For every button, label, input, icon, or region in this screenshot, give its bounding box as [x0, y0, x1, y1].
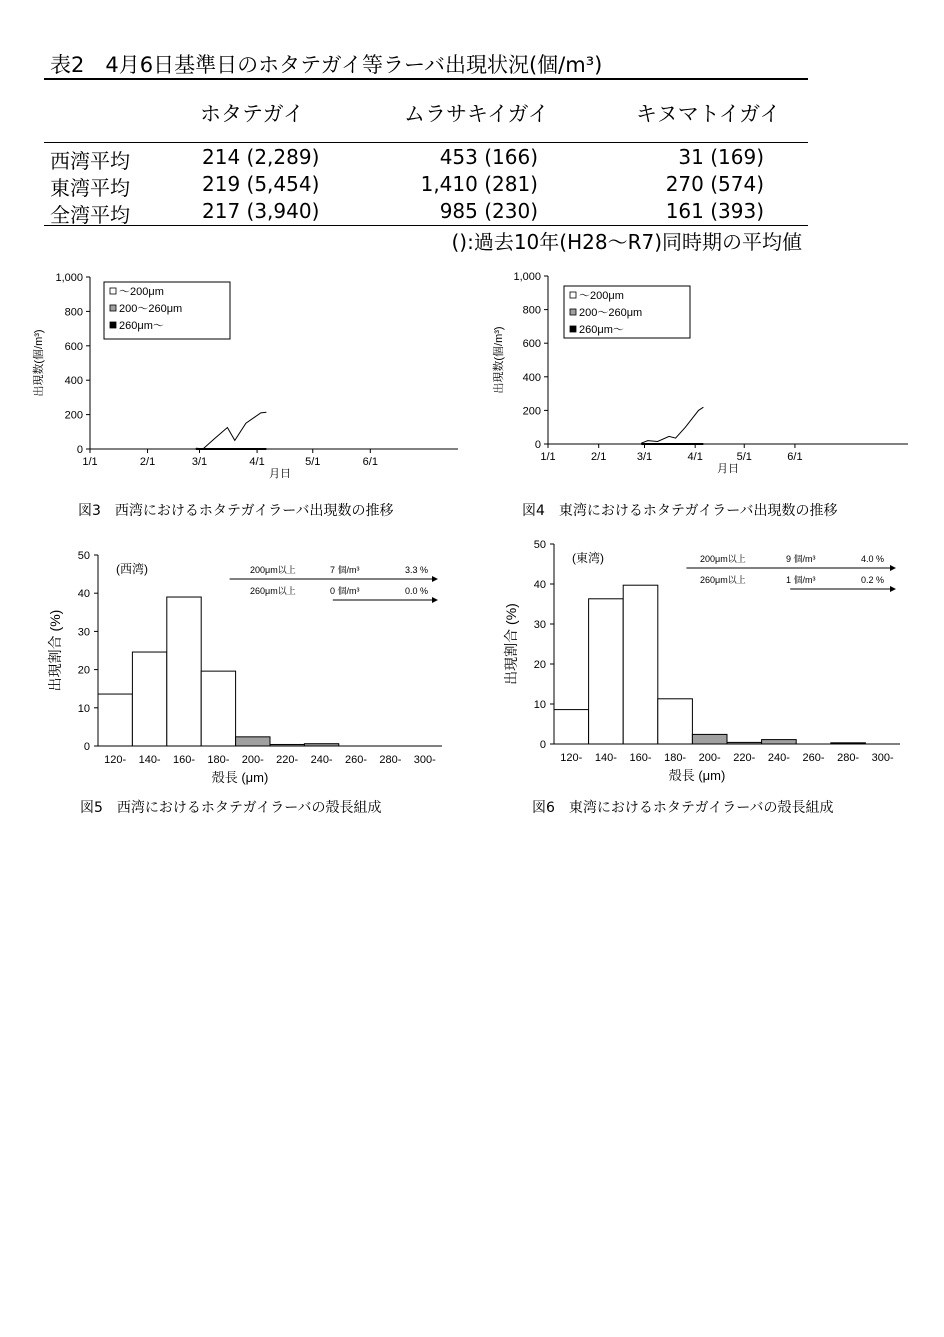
y-tick-label: 200 — [64, 409, 83, 422]
bar-220 — [270, 744, 304, 746]
row-label: 西湾平均 — [50, 149, 130, 173]
y-tick-label: 400 — [64, 375, 83, 388]
x-tick-label: 4/1 — [687, 451, 703, 463]
x-tick-label: 180- — [664, 752, 687, 764]
annotation-label: 260μm以上 — [700, 575, 746, 585]
annotation-label: 200μm以上 — [250, 565, 296, 575]
y-tick-label: 20 — [533, 659, 546, 671]
bar-240 — [762, 740, 797, 744]
row-label: 全湾平均 — [50, 203, 130, 227]
y-tick-label: 40 — [533, 579, 546, 591]
y-tick-label: 800 — [64, 306, 83, 319]
y-tick-label: 10 — [533, 699, 546, 711]
annotation-count: 1 個/m³ — [786, 575, 816, 585]
x-tick-label: 6/1 — [362, 456, 378, 468]
table-row-all — [44, 199, 808, 226]
y-tick-label: 600 — [64, 340, 83, 353]
cell-hotategai: 219 (5,454) — [202, 172, 320, 196]
x-tick-label: 3/1 — [191, 456, 208, 468]
x-tick-label: 140- — [594, 752, 617, 764]
col-header-kinumatoigai: キヌマトイガイ — [636, 102, 781, 126]
bar-200 — [692, 734, 727, 744]
legend-label: 200〜260μm — [119, 303, 183, 315]
y-tick-label: 50 — [533, 539, 546, 551]
x-tick-label: 2/1 — [139, 456, 156, 468]
annotation-label: 200μm以上 — [700, 554, 746, 564]
region-label: (東湾) — [572, 551, 604, 565]
x-tick-label: 1/1 — [82, 456, 98, 468]
x-tick-label: 200- — [698, 752, 721, 764]
y-tick-label: 400 — [522, 371, 541, 384]
y-tick-label: 40 — [77, 588, 90, 601]
series-line-1 — [196, 412, 267, 449]
bar-120 — [98, 694, 132, 746]
annotation-arrow-head — [890, 586, 896, 592]
x-tick-label: 280- — [379, 754, 402, 766]
cell-kinumatoigai: 31 (169) — [678, 145, 764, 169]
y-tick-label: 10 — [77, 702, 90, 715]
legend-swatch — [570, 292, 576, 298]
x-axis-label: 殻長 (μm) — [668, 768, 726, 783]
legend-label: 〜200μm — [119, 286, 164, 298]
region-label: (西湾) — [116, 562, 148, 576]
fig5-svg — [44, 545, 454, 790]
y-tick-label: 30 — [533, 619, 546, 631]
x-axis-label: 月日 — [717, 463, 739, 475]
bar-120 — [554, 710, 589, 744]
x-tick-label: 260- — [802, 752, 825, 764]
fig4-svg — [490, 262, 920, 482]
x-tick-label: 4/1 — [249, 456, 265, 468]
table-note: ():過去10年(H28〜R7)同時期の平均値 — [451, 230, 802, 254]
x-tick-label: 160- — [629, 752, 652, 764]
legend-label: 〜200μm — [579, 290, 624, 302]
bar-140 — [589, 599, 624, 744]
x-tick-label: 280- — [837, 752, 860, 764]
x-tick-label: 240- — [310, 754, 333, 766]
y-tick-label: 200 — [522, 405, 541, 418]
legend-swatch — [110, 288, 116, 294]
bar-200 — [236, 737, 270, 746]
table-row-east — [44, 172, 808, 199]
cell-hotategai: 214 (2,289) — [202, 145, 320, 169]
bar-140 — [132, 652, 166, 746]
x-tick-label: 260- — [344, 754, 368, 766]
legend-label: 260μm〜 — [579, 324, 624, 336]
table-title: 表2 4月6日基準日のホタテガイ等ラーバ出現状況(個/m³) — [44, 52, 808, 80]
bar-240 — [304, 744, 338, 746]
annotation-count: 7 個/m³ — [330, 565, 360, 575]
y-tick-label: 1,000 — [55, 272, 83, 284]
bar-160 — [623, 585, 658, 744]
cell-kinumatoigai: 161 (393) — [665, 199, 764, 223]
y-axis-label: 出現数(個/m³) — [33, 329, 45, 397]
y-axis-label: 出現数(個/m³) — [493, 326, 505, 394]
table-2 — [44, 52, 808, 254]
x-tick-label: 120- — [560, 752, 583, 764]
annotation-label: 260μm以上 — [250, 586, 296, 596]
bar-160 — [167, 597, 201, 746]
x-tick-label: 2/1 — [591, 451, 607, 463]
x-tick-label: 200- — [241, 754, 264, 766]
x-tick-label: 300- — [871, 752, 894, 764]
y-tick-label: 0 — [76, 444, 83, 456]
x-tick-label: 3/1 — [636, 451, 653, 463]
y-tick-label: 20 — [77, 664, 90, 677]
x-tick-label: 220- — [733, 752, 756, 764]
cell-murasakiigai: 453 (166) — [439, 145, 538, 169]
x-tick-label: 240- — [767, 752, 790, 764]
bar-280 — [831, 743, 866, 744]
fig5-chart — [44, 545, 454, 790]
annotation-arrow-head — [432, 597, 438, 603]
col-header-murasakiigai: ムラサキイガイ — [404, 102, 549, 126]
y-axis-label: 出現割合 (%) — [503, 603, 519, 685]
y-tick-label: 0 — [539, 739, 546, 751]
x-axis-label: 月日 — [269, 468, 291, 480]
annotation-pct: 3.3 % — [404, 565, 428, 575]
y-tick-label: 50 — [77, 550, 90, 562]
y-tick-label: 0 — [534, 439, 541, 451]
legend-swatch — [110, 322, 116, 328]
annotation-count: 0 個/m³ — [330, 586, 360, 596]
annotation-arrow-head — [890, 565, 896, 571]
y-tick-label: 30 — [77, 626, 90, 639]
x-tick-label: 160- — [172, 754, 196, 766]
bar-180 — [201, 671, 235, 746]
bar-180 — [658, 699, 693, 744]
cell-murasakiigai: 1,410 (281) — [420, 172, 538, 196]
bar-220 — [727, 742, 762, 744]
y-tick-label: 1,000 — [513, 271, 541, 283]
row-label: 東湾平均 — [50, 176, 130, 200]
x-tick-label: 180- — [207, 754, 230, 766]
x-tick-label: 6/1 — [787, 451, 803, 463]
fig3-chart — [28, 262, 468, 482]
x-tick-label: 1/1 — [540, 451, 556, 463]
cell-murasakiigai: 985 (230) — [439, 199, 538, 223]
y-axis-label: 出現割合 (%) — [47, 609, 63, 692]
fig3-caption: 図3 西湾におけるホタテガイラーバ出現数の推移 — [78, 503, 394, 519]
series-line-1 — [641, 407, 703, 443]
x-tick-label: 120- — [104, 754, 127, 766]
fig4-chart — [490, 262, 920, 482]
fig3-svg — [28, 262, 468, 482]
legend-swatch — [570, 326, 576, 332]
cell-hotategai: 217 (3,940) — [202, 199, 320, 223]
x-axis-label: 殻長 (μm) — [211, 770, 269, 785]
cell-kinumatoigai: 270 (574) — [665, 172, 764, 196]
x-tick-label: 300- — [413, 754, 436, 766]
legend-swatch — [110, 305, 116, 311]
table-body — [44, 143, 808, 226]
x-tick-label: 140- — [138, 754, 161, 766]
x-tick-label: 5/1 — [736, 451, 752, 463]
col-header-hotategai: ホタテガイ — [200, 102, 304, 126]
fig5-caption: 図5 西湾におけるホタテガイラーバの殻長組成 — [80, 800, 382, 816]
x-tick-label: 5/1 — [305, 456, 321, 468]
x-tick-label: 220- — [276, 754, 299, 766]
annotation-pct: 0.2 % — [860, 575, 884, 585]
y-tick-label: 600 — [522, 338, 541, 351]
annotation-pct: 4.0 % — [860, 554, 884, 564]
fig6-caption: 図6 東湾におけるホタテガイラーバの殻長組成 — [532, 800, 834, 816]
legend-swatch — [570, 309, 576, 315]
fig6-chart — [500, 532, 910, 790]
legend-label: 260μm〜 — [119, 320, 164, 332]
legend-label: 200〜260μm — [579, 307, 643, 319]
y-tick-label: 0 — [83, 741, 90, 753]
table-header-row — [44, 80, 808, 143]
table-row-west — [44, 145, 808, 172]
annotation-arrow-head — [432, 576, 438, 582]
annotation-count: 9 個/m³ — [786, 554, 816, 564]
y-tick-label: 800 — [522, 304, 541, 317]
annotation-pct: 0.0 % — [404, 586, 428, 596]
fig4-caption: 図4 東湾におけるホタテガイラーバ出現数の推移 — [522, 503, 838, 519]
fig6-svg — [500, 532, 910, 790]
